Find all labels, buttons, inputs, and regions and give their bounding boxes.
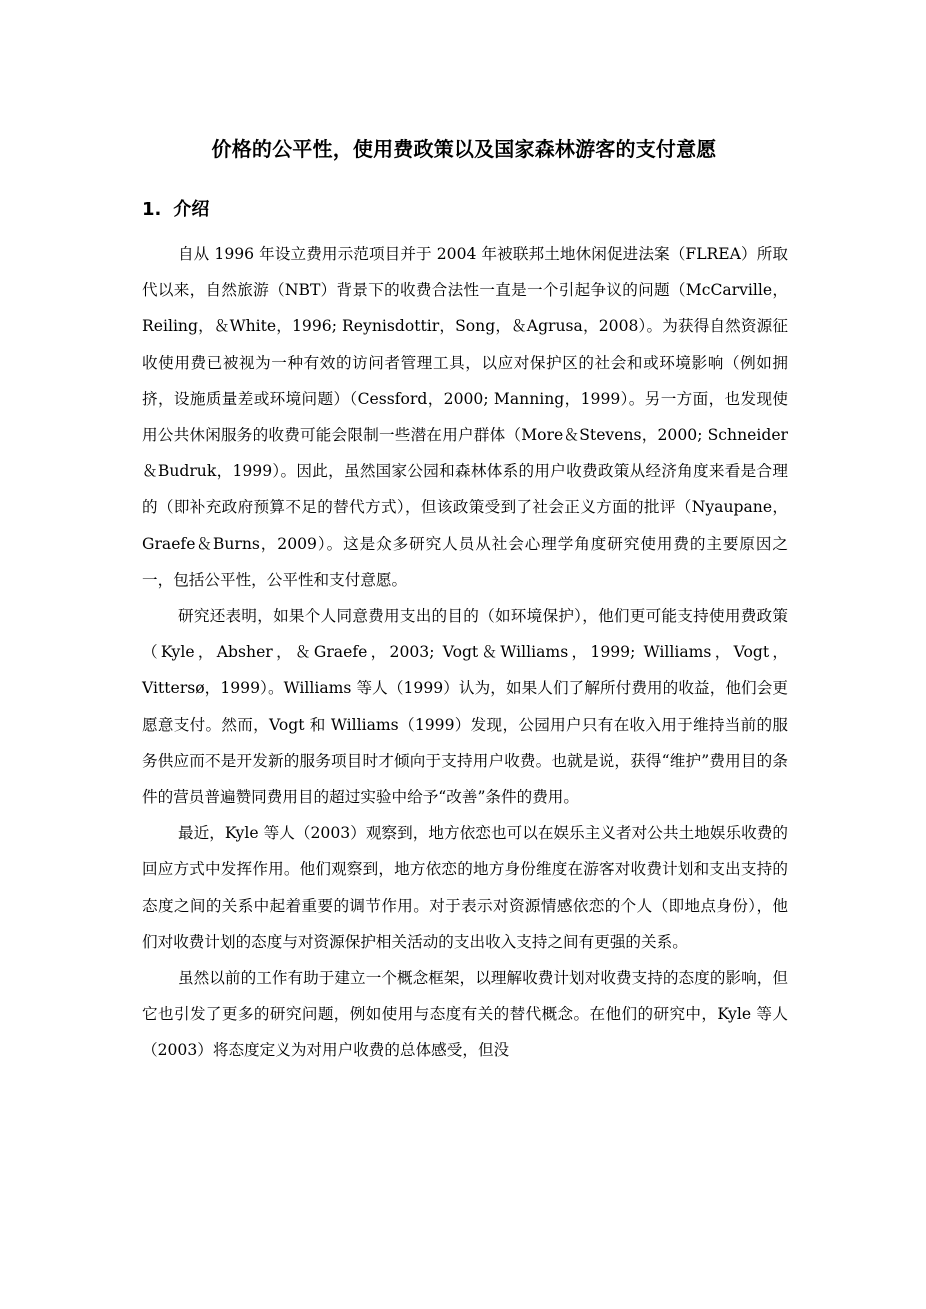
paragraph: 自从 1996 年设立费用示范项目并于 2004 年被联邦土地休闲促进法案（FLREA）所取代以来，自然旅游（NBT）背景下的收费合法性一直是一个引起争议的问题（McCarville，Reiling，＆White，1996; Reynisdottir，Song，＆Agrusa，2008）。为获得自然资源征收使用费已被视为一种有效的访问者管理工具，以应对保护区的社会和或环境影响（例如拥挤，设施质量差或环境问题）（Cessford，2000; Manning，1999）。另一方面，也发现使用公共休闲服务的收费可能会限制一些潜在用户群体（More＆Stevens，2000; Schneider＆Budruk，1999）。因此，虽然国家公园和森林体系的用户收费政策从经济角度来看是合理的（即补充政府预算不足的替代方式），但该政策受到了社会正义方面的批评（Nyaupane，Graefe＆Burns，2009）。这是众多研究人员从社会心理学角度研究使用费的主要原因之一，包括公平性，公平性和支付意愿。	[142, 245, 788, 589]
section-number: 1.	[142, 199, 162, 220]
section-title: 介绍	[173, 199, 210, 220]
paragraph: 最近，Kyle 等人（2003）观察到，地方依恋也可以在娱乐主义者对公共土地娱乐收费的回应方式中发挥作用。他们观察到，地方依恋的地方身份维度在游客对收费计划和支出支持的态度之间的关系中起着重要的调节作用。对于表示对资源情感依恋的个人（即地点身份），他们对收费计划的态度与对资源保护相关活动的支出收入支持之间有更强的关系。	[142, 824, 788, 951]
document-body	[142, 236, 788, 1069]
paragraph: 研究还表明，如果个人同意费用支出的目的（如环境保护），他们更可能支持使用费政策（Kyle，Absher，＆Graefe，2003; Vogt＆Williams，1999; Williams，Vogt，Vittersø，1999）。Williams 等人（1999）认为，如果人们了解所付费用的收益，他们会更愿意支付。然而，Vogt 和 Williams（1999）发现，公园用户只有在收入用于维持当前的服务供应而不是开发新的服务项目时才倾向于支持用户收费。也就是说，获得“维护”费用目的条件的营员普遍赞同费用目的超过实验中给予“改善”条件的费用。	[142, 607, 788, 807]
page-title: 价格的公平性，使用费政策以及国家森林游客的支付意愿	[211, 137, 717, 161]
section-heading	[142, 196, 209, 224]
paragraph: 虽然以前的工作有助于建立一个概念框架，以理解收费计划对收费支持的态度的影响，但它也引发了更多的研究问题，例如使用与态度有关的替代概念。在他们的研究中，Kyle 等人（2003）将态度定义为对用户收费的总体感受，但没	[142, 969, 788, 1060]
